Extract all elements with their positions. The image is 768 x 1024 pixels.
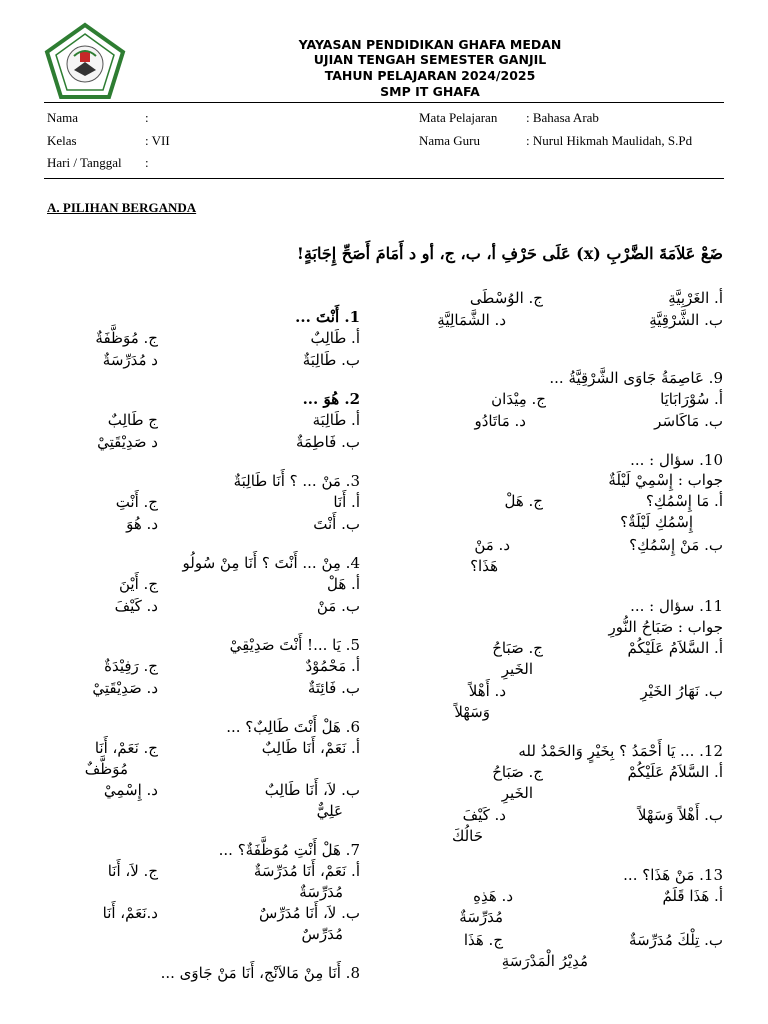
guru-label: Nama Guru — [419, 133, 481, 148]
q13-option-d-cont: مُدَرِّسَةٌ — [459, 908, 503, 926]
q10-option-d-cont: هَذَا؟ — [470, 557, 498, 575]
q11-option-d[interactable]: د. أَهْلاً — [468, 682, 506, 700]
q8-option-b[interactable]: ب. الشَّرْقِيَّةِ — [649, 311, 723, 329]
q11-option-a[interactable]: أ. السَّلاَمُ عَلَيْكُمْ — [627, 639, 723, 657]
question-2: 2. هُوَ ... — [302, 390, 360, 408]
kelas-value: : VII — [145, 133, 170, 148]
q9-option-a[interactable]: أ. سُوْرَابَايَا — [660, 390, 723, 408]
q6-option-c[interactable]: ج. نَعَمْ، أَنَا — [94, 739, 158, 757]
question-8: 8. أَنَا مِنْ مَالاَنْج، أَنَا مَنْ جَاوَى ... — [160, 964, 360, 982]
q4-option-b[interactable]: ب. مَنْ — [316, 597, 360, 615]
q12-option-b[interactable]: ب. أَهْلاً وَسَهْلاً — [637, 806, 723, 824]
q10-option-c[interactable]: ج. هَلْ — [504, 492, 543, 510]
q7-option-b[interactable]: ب. لاَ، أَنَا مُدَرِّسٌ — [259, 904, 360, 922]
question-7: 7. هَلْ أَنْتِ مُوَظَّفَةٌ؟ ... — [218, 841, 360, 859]
q6-option-b-cont: عَلِيٌّ — [316, 802, 343, 820]
q8-option-a[interactable]: أ. الغَرْبِيَّةِ — [668, 289, 723, 307]
q12-option-c[interactable]: ج. صَبَاحُ — [492, 763, 543, 781]
q12-option-d-cont: حَالُكَ — [451, 827, 483, 845]
q7-option-a-cont: مُدَرِّسَةٌ — [299, 883, 343, 901]
header-exam-name: UJIAN TENGAH SEMESTER GANJIL — [313, 52, 547, 67]
guru-value: : Nurul Hikmah Maulidah, S.Pd — [526, 133, 693, 148]
q4-option-c[interactable]: ج. أَيْنَ — [119, 575, 158, 593]
q6-option-c-cont: مُوَظَّفٌ — [84, 760, 128, 778]
q4-option-a[interactable]: أ. هَلْ — [327, 575, 360, 593]
q10-option-a[interactable]: أ. مَا إِسْمُكِ؟ — [645, 492, 723, 510]
q9-option-b[interactable]: ب. مَاكَاسَر — [654, 412, 723, 430]
q1-option-b[interactable]: ب. طَالِبَةٌ — [302, 351, 360, 369]
q13-option-b[interactable]: ب. تِلْكَ مُدَرِّسَةٌ — [629, 931, 723, 949]
q6-option-a[interactable]: أ. نَعَمْ، أَنَا طَالِبٌ — [261, 739, 360, 757]
q2-option-b[interactable]: ب. فَاطِمَةٌ — [295, 433, 360, 451]
school-logo — [44, 22, 126, 100]
instruction: ضَعْ عَلاَمَةَ الضَّرْبِ (x) عَلَى حَرْفِ أ، ب، ج، أو د أَمَامَ أَصَحِّ إِجَابَةٍ! — [296, 244, 723, 263]
q6-option-d[interactable]: د. إِسْمِيْ — [103, 781, 158, 799]
question-9: 9. عَاصِمَةُ جَاوَى الشَّرْقِيَّةُ ... — [549, 369, 723, 387]
q12-option-d[interactable]: د. كَيْفَ — [462, 806, 506, 824]
q5-option-c[interactable]: ج. رَفِيْدَةٌ — [104, 657, 158, 675]
q5-option-b[interactable]: ب. فَائِتَةٌ — [307, 679, 360, 697]
q4-option-d[interactable]: د. كَيْفَ — [114, 597, 158, 615]
section-title: A. PILIHAN BERGANDA — [47, 200, 197, 215]
q5-option-a[interactable]: أ. مَحْمُوْدٌ — [305, 657, 360, 675]
q3-option-c[interactable]: ج. أَنْتِ — [115, 493, 158, 511]
q11-option-b[interactable]: ب. نَهَارُ الخَيْرِ — [640, 682, 723, 700]
nama-label: Nama — [47, 110, 79, 125]
header-academic-year: TAHUN PELAJARAN 2024/2025 — [324, 68, 536, 83]
q1-option-c[interactable]: ج. مُوَظَّفَةٌ — [95, 329, 158, 347]
q3-option-a[interactable]: أ. أَنَا — [333, 493, 360, 511]
hari-label: Hari / Tanggal — [47, 155, 122, 170]
hari-value: : — [145, 155, 149, 170]
header-school-name: SMP IT GHAFA — [380, 84, 480, 99]
q9-option-d[interactable]: د. مَاتَادُو — [474, 412, 526, 430]
kelas-label: Kelas — [47, 133, 77, 148]
q3-option-d[interactable]: د. هُوَ — [126, 515, 158, 533]
question-1: 1. أَنْتَ ... — [295, 308, 360, 326]
nama-value: : — [145, 110, 149, 125]
q7-option-a[interactable]: أ. نَعَمْ، أَنَا مُدَرِّسَةٌ — [253, 862, 360, 880]
mapel-label: Mata Pelajaran — [419, 110, 498, 125]
q10-option-b[interactable]: ب. مَنْ إِسْمُكِ؟ — [629, 536, 723, 554]
q10-option-a-cont: إِسْمُكِ لَيْلَةٌ؟ — [620, 513, 693, 531]
question-11: 11. سؤال : ... — [630, 597, 723, 615]
q2-option-c[interactable]: ج طَالِبٌ — [107, 411, 158, 429]
q11-answer-prompt: جواب : صَبَاحُ النُّورِ — [608, 618, 723, 636]
q9-option-c[interactable]: ج. مِيْدَان — [491, 390, 546, 408]
q3-option-b[interactable]: ب. أَنْتَ — [313, 515, 360, 533]
info-divider — [44, 178, 724, 179]
question-10: 10. سؤال : ... — [630, 451, 723, 469]
q2-option-a[interactable]: أ. طَالِبَة — [312, 411, 360, 429]
q1-option-d[interactable]: د مُدَرِّسَةٌ — [102, 351, 158, 369]
question-6: 6. هَلْ أَنْتَ طَالِبٌ؟ ... — [226, 718, 360, 736]
q1-option-a[interactable]: أ. طَالِبٌ — [310, 329, 360, 347]
q13-option-d[interactable]: د. هَذِهِ — [473, 887, 513, 905]
question-3: 3. مَنْ ... ؟ أَنَا طَالِبَةٌ — [233, 472, 360, 490]
q12-option-c-cont: الخَيرِ — [501, 784, 533, 802]
q11-option-c[interactable]: ج. صَبَاحُ — [492, 639, 543, 657]
q13-option-a[interactable]: أ. هَذَا قَلَمٌ — [662, 887, 723, 905]
q5-option-d[interactable]: د. صَدِيْقَتِيْ — [92, 679, 158, 697]
q8-option-d[interactable]: د. الشَّمَالِيَّةِ — [437, 311, 506, 329]
header-foundation-name: YAYASAN PENDIDIKAN GHAFA MEDAN — [298, 37, 562, 52]
q7-option-d[interactable]: د.نَعَمْ، أَنَا — [102, 904, 158, 922]
question-13: 13. مَنْ هَذَا؟ ... — [623, 866, 723, 884]
q6-option-b[interactable]: ب. لاَ، أَنَا طَالِبٌ — [264, 781, 360, 799]
q10-answer-prompt: جواب : إِسْمِيْ لَيْلَةٌ — [608, 471, 723, 489]
q12-option-a[interactable]: أ. السَّلاَمُ عَلَيْكُمْ — [627, 763, 723, 781]
mapel-value: : Bahasa Arab — [526, 110, 599, 125]
q10-option-d[interactable]: د. مَنْ — [474, 536, 510, 554]
q7-option-c[interactable]: ج. لاَ، أَنَا — [107, 862, 158, 880]
q7-option-b-cont: مُدَرِّسٌ — [301, 925, 343, 943]
q13-option-c[interactable]: ج. هَذَا — [463, 931, 503, 949]
question-12: 12. ... يَا أَحْمَدُ ؟ بِخَيْرٍ وَالحَمْدُ لله — [518, 742, 723, 760]
q11-option-d-cont: وَسَهْلاً — [454, 703, 490, 721]
header-divider — [44, 102, 724, 103]
q8-option-c[interactable]: ج. الوُسْطَى — [469, 289, 543, 307]
q13-option-c-cont: مُدِيْرُ الْمَدْرَسَةِ — [501, 952, 588, 970]
question-5: 5. يَا ...! أَنْتَ صَدِيْقِيْ — [229, 636, 360, 654]
q2-option-d[interactable]: د صَدِيْقَتِيْ — [97, 433, 158, 451]
q11-option-c-cont: الخَيرِ — [501, 660, 533, 678]
question-4: 4. مِنْ ... أَنْتَ ؟ أَنَا مِنْ سُولُو — [182, 554, 360, 572]
